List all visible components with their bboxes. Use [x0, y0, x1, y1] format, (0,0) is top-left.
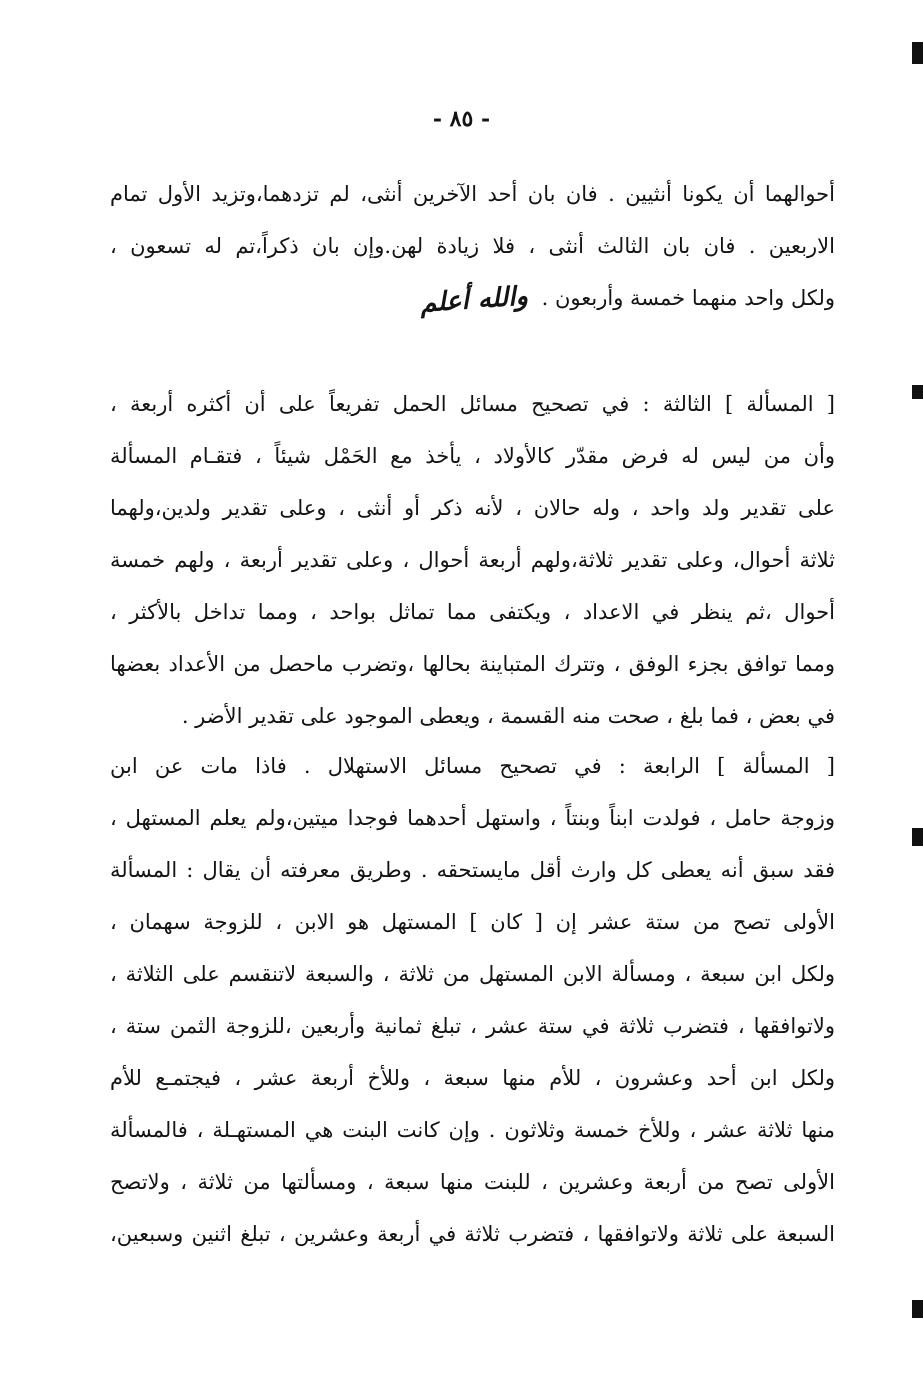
text-line: ولاتوافقها ، فتضرب ثلاثة في ستة عشر ، تبلغ ثمانية وأربعين ،للزوجة الثمن ستة ،: [110, 1014, 835, 1038]
text-line: [110, 272, 835, 324]
text-line: ولكل ابن سبعة ، ومسألة الابن المستهل من ثلاثة ، والسبعة لاتنقسم على الثلاثة ،: [110, 962, 835, 986]
margin-ink-mark: [912, 1300, 923, 1318]
text-line: الاربعين . فان بان الثالث أنثى ، فلا زيادة لهن.وإن بان ذكراً،تم له تسعون ،: [110, 234, 835, 258]
margin-ink-mark: [912, 42, 923, 64]
closing-phrase-handwritten: والله أعلم: [418, 280, 529, 319]
text-line: منها ثلاثة عشر ، وللأخ خمسة وثلاثون . وإن كانت البنت هي المستهـلة ، فالمسألة: [110, 1118, 835, 1142]
paragraph-third-issue: [110, 378, 835, 742]
margin-ink-mark: [912, 828, 923, 846]
text-line: ومما توافق بجزء الوفق ، وتترك المتباينة بحالها ،وتضرب ماحصل من الأعداد بعضها: [110, 652, 835, 676]
text-line: [ المسألة ] الثالثة : في تصحيح مسائل الحمل تفريعاً على أن أكثره أربعة ،: [110, 392, 835, 416]
text-line: الأولى تصح من أربعة وعشرين ، للبنت منها سبعة ، ومسألتها من ثلاثة ، ولاتصح: [110, 1170, 835, 1194]
text-line: ولكل ابن أحد وعشرون ، للأم منها سبعة ، وللأخ أربعة عشر ، فيجتمـع للأم: [110, 1066, 835, 1090]
text-line: على تقدير ولد واحد ، وله حالان ، لأنه ذكر أو أنثى ، وعلى تقدير ولدين،ولهما: [110, 496, 835, 520]
text-line: الأولى تصح من ستة عشر إن [ كان ] المستهل هو الابن ، للزوجة سهمان ،: [110, 910, 835, 934]
text-line: فقد سبق أنه يعطى كل وارث أقل مايستحقه . وطريق معرفته أن يقال : المسألة: [110, 858, 835, 882]
text-line: في بعض ، فما بلغ ، صحت منه القسمة ، ويعطى الموجود على تقدير الأضر .: [181, 704, 835, 728]
text-line: [ المسألة ] الرابعة : في تصحيح مسائل الاستهلال . فاذا مات عن ابن: [110, 754, 835, 778]
text-line: وأن من ليس له فرض مقدّر كالأولاد ، يأخذ مع الحَمْل شيئاً ، فتقـام المسألة: [110, 444, 835, 468]
text-line: أحوالهما أن يكونا أنثيين . فان بان أحد الآخرين أنثى، لم تزدهما،وتزيد الأول تمام: [110, 182, 835, 206]
paragraph-continuation: [110, 168, 835, 324]
margin-ink-mark: [912, 385, 923, 399]
text-line: وزوجة حامل ، فولدت ابناً وبنتاً ، واستهل أحدهما فوجدا ميتين،ولم يعلم المستهل ،: [110, 806, 835, 830]
text-line: السبعة على ثلاثة ولاتوافقها ، فتضرب ثلاثة في أربعة وعشرين ، تبلغ اثنين وسبعين،: [110, 1222, 835, 1246]
page-number: - ٨٥ -: [432, 106, 491, 132]
text-line: ثلاثة أحوال، وعلى تقدير ثلاثة،ولهم أربعة أحوال ، وعلى تقدير أربعة ، ولهم خمسة: [110, 548, 835, 572]
text-line: أحوال ،ثم ينظر في الاعداد ، ويكتفى مما تماثل بواحد ، ومما تداخل بالأكثر ،: [110, 600, 835, 624]
paragraph-fourth-issue: [110, 740, 835, 1260]
text-line-content: ولكل واحد منهما خمسة وأربعون .: [541, 286, 835, 310]
